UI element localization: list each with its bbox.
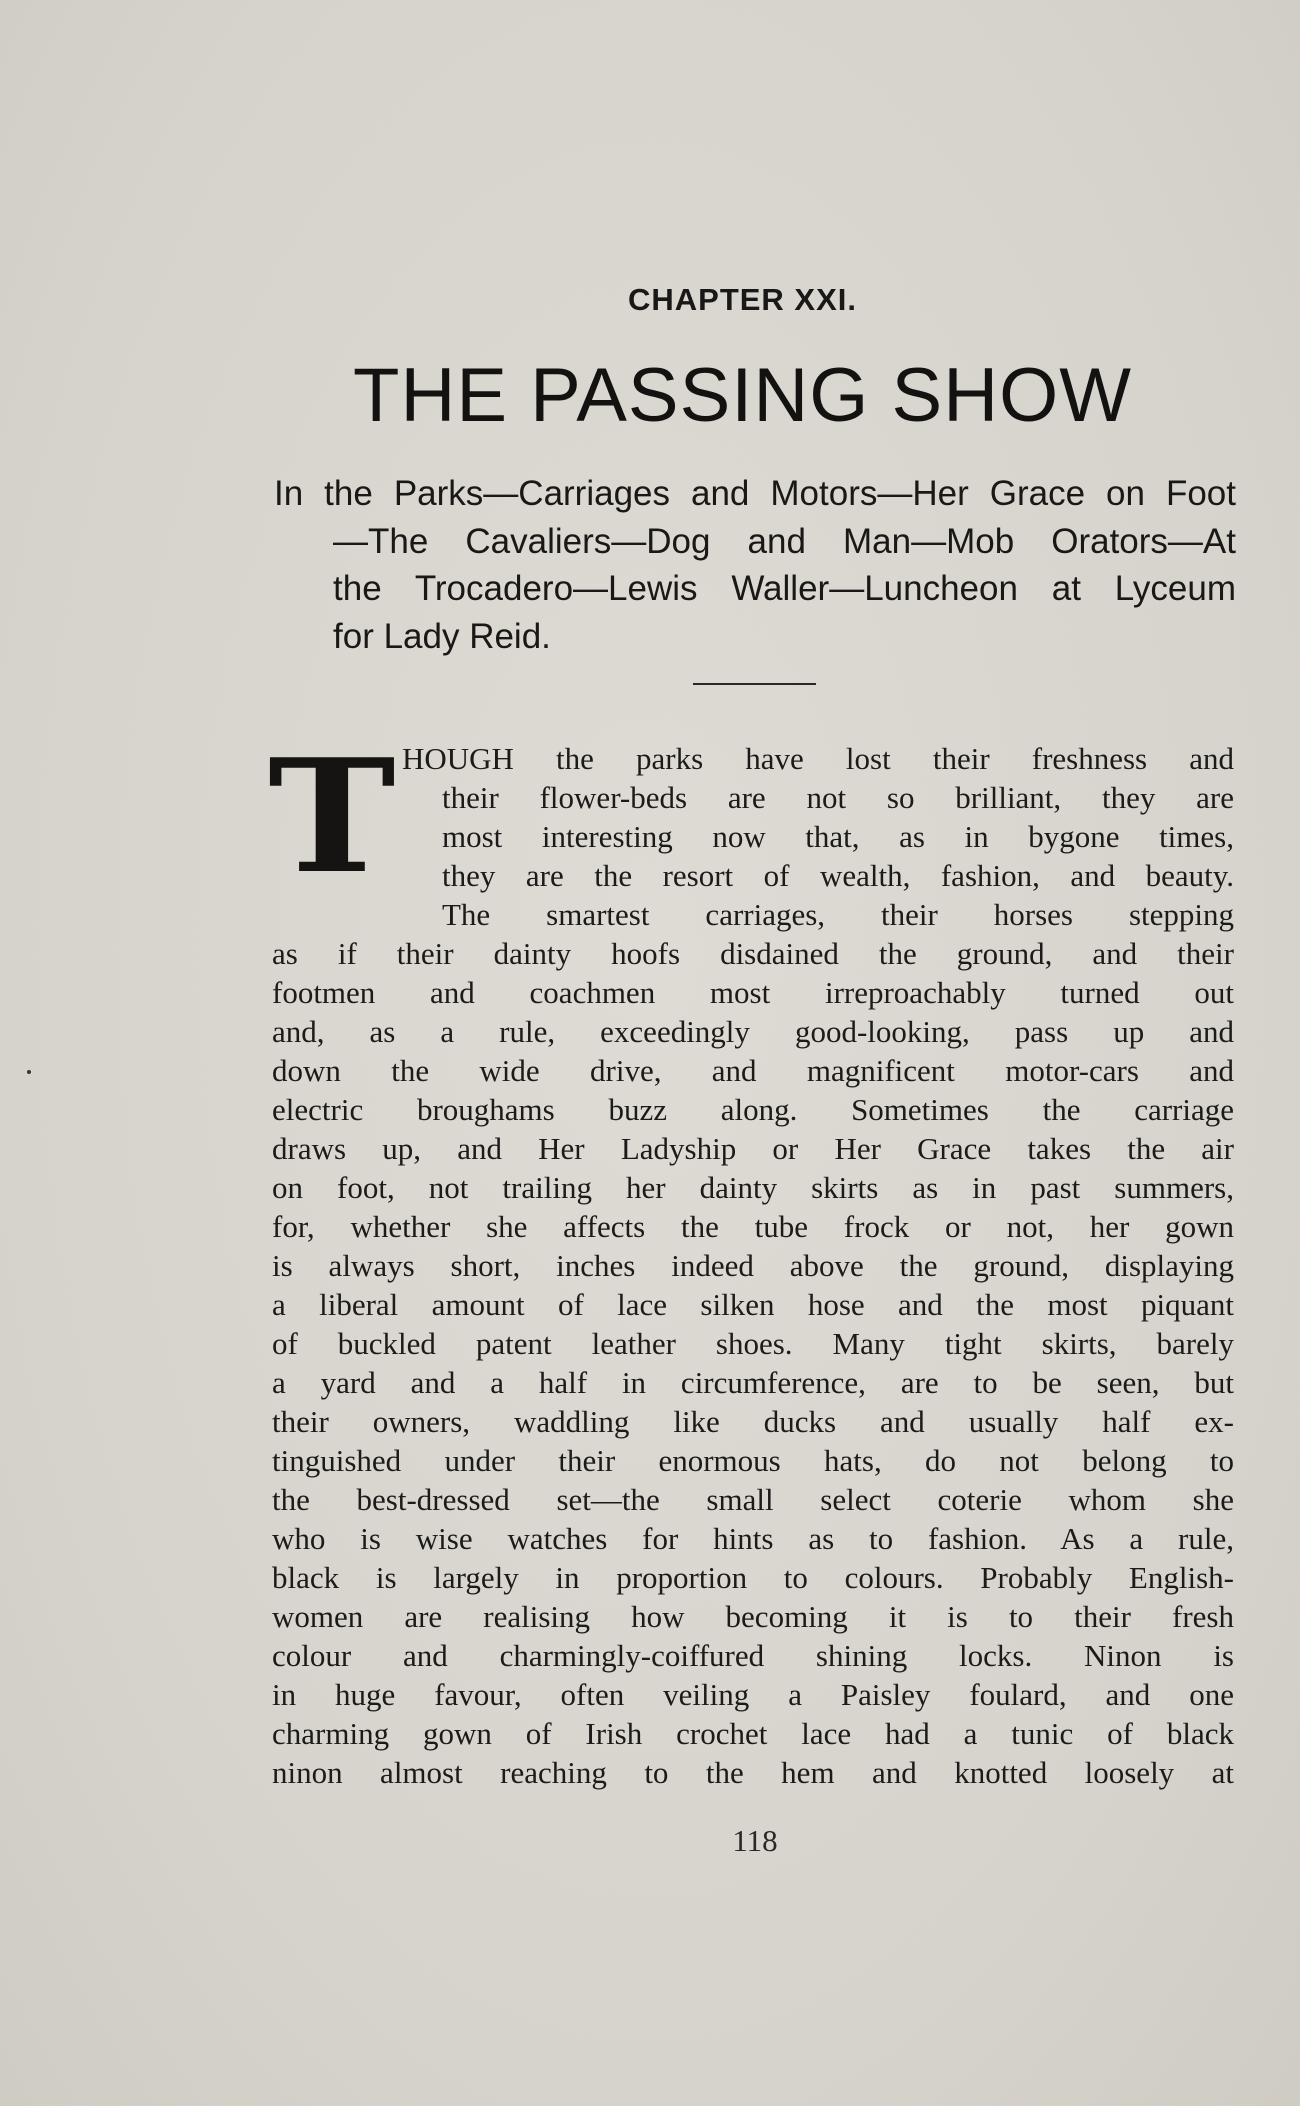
body-line: women are realising how becoming it is to their fresh: [272, 1599, 1234, 1634]
body-line: is always short, inches indeed above the ground, displaying: [272, 1248, 1234, 1283]
body-line: footmen and coachmen most irreproachably turned out: [272, 975, 1234, 1010]
body-line: on foot, not trailing her dainty skirts as in past summers,: [272, 1170, 1234, 1205]
body-line: black is largely in proportion to colours. Probably English-: [272, 1560, 1234, 1595]
body-text: [272, 739, 1234, 1792]
body-line: a yard and a half in circumference, are to be seen, but: [272, 1365, 1234, 1400]
body-line: The smartest carriages, their horses stepping: [442, 897, 1234, 932]
summary-line: for Lady Reid.: [333, 616, 551, 656]
summary-line: In the Parks—Carriages and Motors—Her Grace on Foot: [274, 474, 1236, 513]
body-line: who is wise watches for hints as to fashion. As a rule,: [272, 1521, 1234, 1556]
body-line: and, as a rule, exceedingly good-looking, pass up and: [272, 1014, 1234, 1049]
section-divider: [693, 683, 816, 685]
body-line: tinguished under their enormous hats, do not belong to: [272, 1443, 1234, 1478]
body-line: down the wide drive, and magnificent motor-cars and: [272, 1053, 1234, 1088]
margin-speck: [27, 1070, 31, 1074]
body-line: for, whether she affects the tube frock or not, her gown: [272, 1209, 1234, 1244]
body-line: of buckled patent leather shoes. Many tight skirts, barely: [272, 1326, 1234, 1361]
chapter-label: CHAPTER XXI.: [627, 282, 858, 317]
body-line: in huge favour, often veiling a Paisley foulard, and one: [272, 1677, 1234, 1712]
body-line: electric broughams buzz along. Sometimes the carriage: [272, 1092, 1234, 1127]
body-line: their owners, waddling like ducks and usually half ex-: [272, 1404, 1234, 1439]
body-line: their flower-beds are not so brilliant, they are: [442, 780, 1234, 815]
body-line: colour and charmingly-coiffured shining locks. Ninon is: [272, 1638, 1234, 1673]
body-line: draws up, and Her Ladyship or Her Grace takes the air: [272, 1131, 1234, 1166]
body-line: most interesting now that, as in bygone times,: [442, 819, 1234, 854]
chapter-title: THE PASSING SHOW: [353, 353, 1132, 438]
body-line: a liberal amount of lace silken hose and the most piquant: [272, 1287, 1234, 1322]
body-line: ninon almost reaching to the hem and knotted loosely at: [272, 1755, 1234, 1790]
chapter-summary: [274, 470, 1236, 660]
body-line: they are the resort of wealth, fashion, and beauty.: [442, 858, 1234, 893]
body-line: as if their dainty hoofs disdained the ground, and their: [272, 936, 1234, 971]
summary-line: the Trocadero—Lewis Waller—Luncheon at Lyceum: [333, 569, 1236, 608]
page-number: 118: [732, 1823, 778, 1858]
summary-line: —The Cavaliers—Dog and Man—Mob Orators—At: [333, 521, 1236, 561]
body-line: the best-dressed set—the small select coterie whom she: [272, 1482, 1234, 1517]
body-line: charming gown of Irish crochet lace had a tunic of black: [272, 1716, 1234, 1751]
drop-cap: T: [268, 725, 396, 908]
body-line: HOUGH the parks have lost their freshness and: [402, 741, 1234, 776]
